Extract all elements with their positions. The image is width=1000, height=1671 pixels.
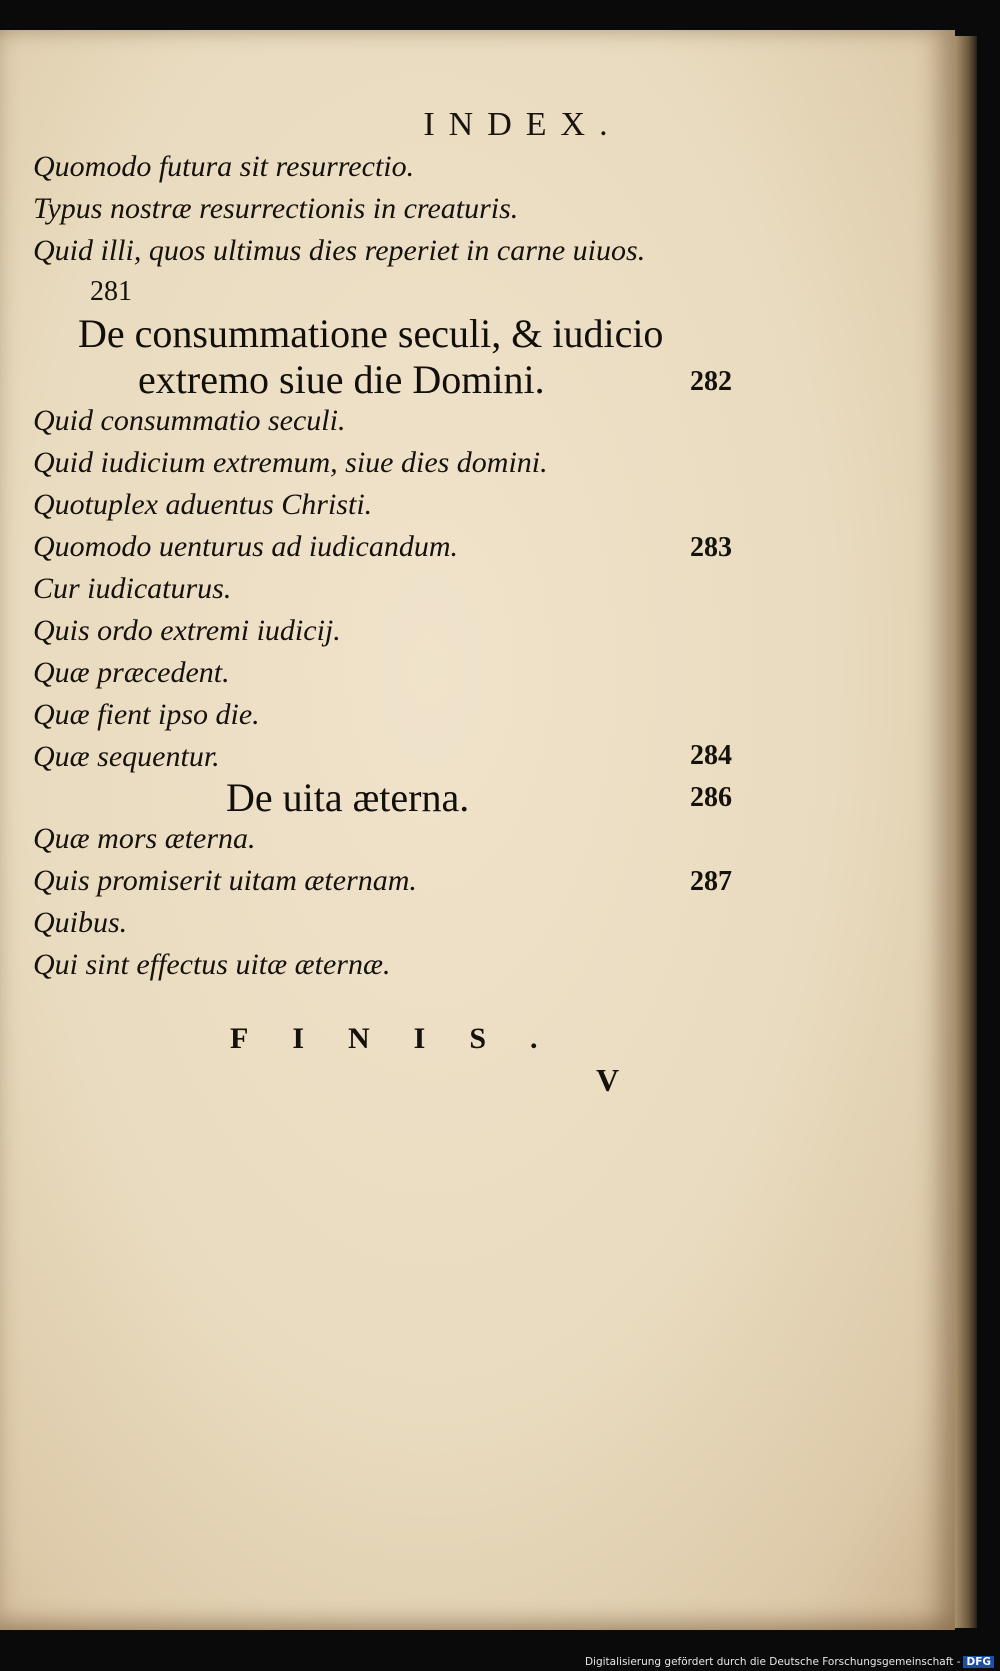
page-number: 286 [690,782,732,813]
index-entry: Quis promiserit uitam æternam. [33,864,417,897]
page-number: 284 [690,740,732,771]
index-entry: Quis ordo extremi iudicij. [33,614,341,647]
index-entry: Quibus. [33,906,128,939]
index-entry: Quotuplex aduentus Christi. [33,488,373,521]
page-header: INDEX. [423,106,622,143]
index-entry: Cur iudicaturus. [33,572,232,605]
page-number: 281 [90,276,132,307]
index-entry: Quæ fient ipso die. [33,698,260,731]
footer-credit [585,1656,994,1668]
footer-text: Digitalisierung gefördert durch die Deutsche Forschungsgemeinschaft - [584,1656,961,1668]
index-entry: Typus nostræ resurrectionis in creaturis. [33,192,519,225]
index-entry: Quomodo futura sit resurrectio. [33,150,415,183]
section-heading-line2: extremo siue die Domini. [138,357,545,402]
section-heading-line1: De consummatione seculi, & iudicio [78,311,664,356]
index-entry: Quomodo uenturus ad iudicandum. [33,530,458,563]
index-entry: Quæ sequentur. [33,740,220,773]
finis-label: FINIS. [230,1022,582,1055]
dfg-logo: DFG [963,1656,994,1668]
index-entry: Qui sint effectus uitæ æternæ. [33,948,391,981]
signature-mark: V [596,1062,620,1098]
index-entry: Quid illi, quos ultimus dies reperiet in carne uiuos. [33,234,646,267]
index-entry: Quid consummatio seculi. [33,404,346,437]
page-number: 282 [690,366,732,397]
index-entry: Quæ præcedent. [33,656,230,689]
page-number: 287 [690,866,732,897]
page-number: 283 [690,532,732,563]
section-heading: De uita æterna. [226,775,470,820]
index-entry: Quæ mors æterna. [33,822,256,855]
index-entry: Quid iudicium extremum, siue dies domini. [33,446,548,479]
page-edge [955,36,977,1628]
